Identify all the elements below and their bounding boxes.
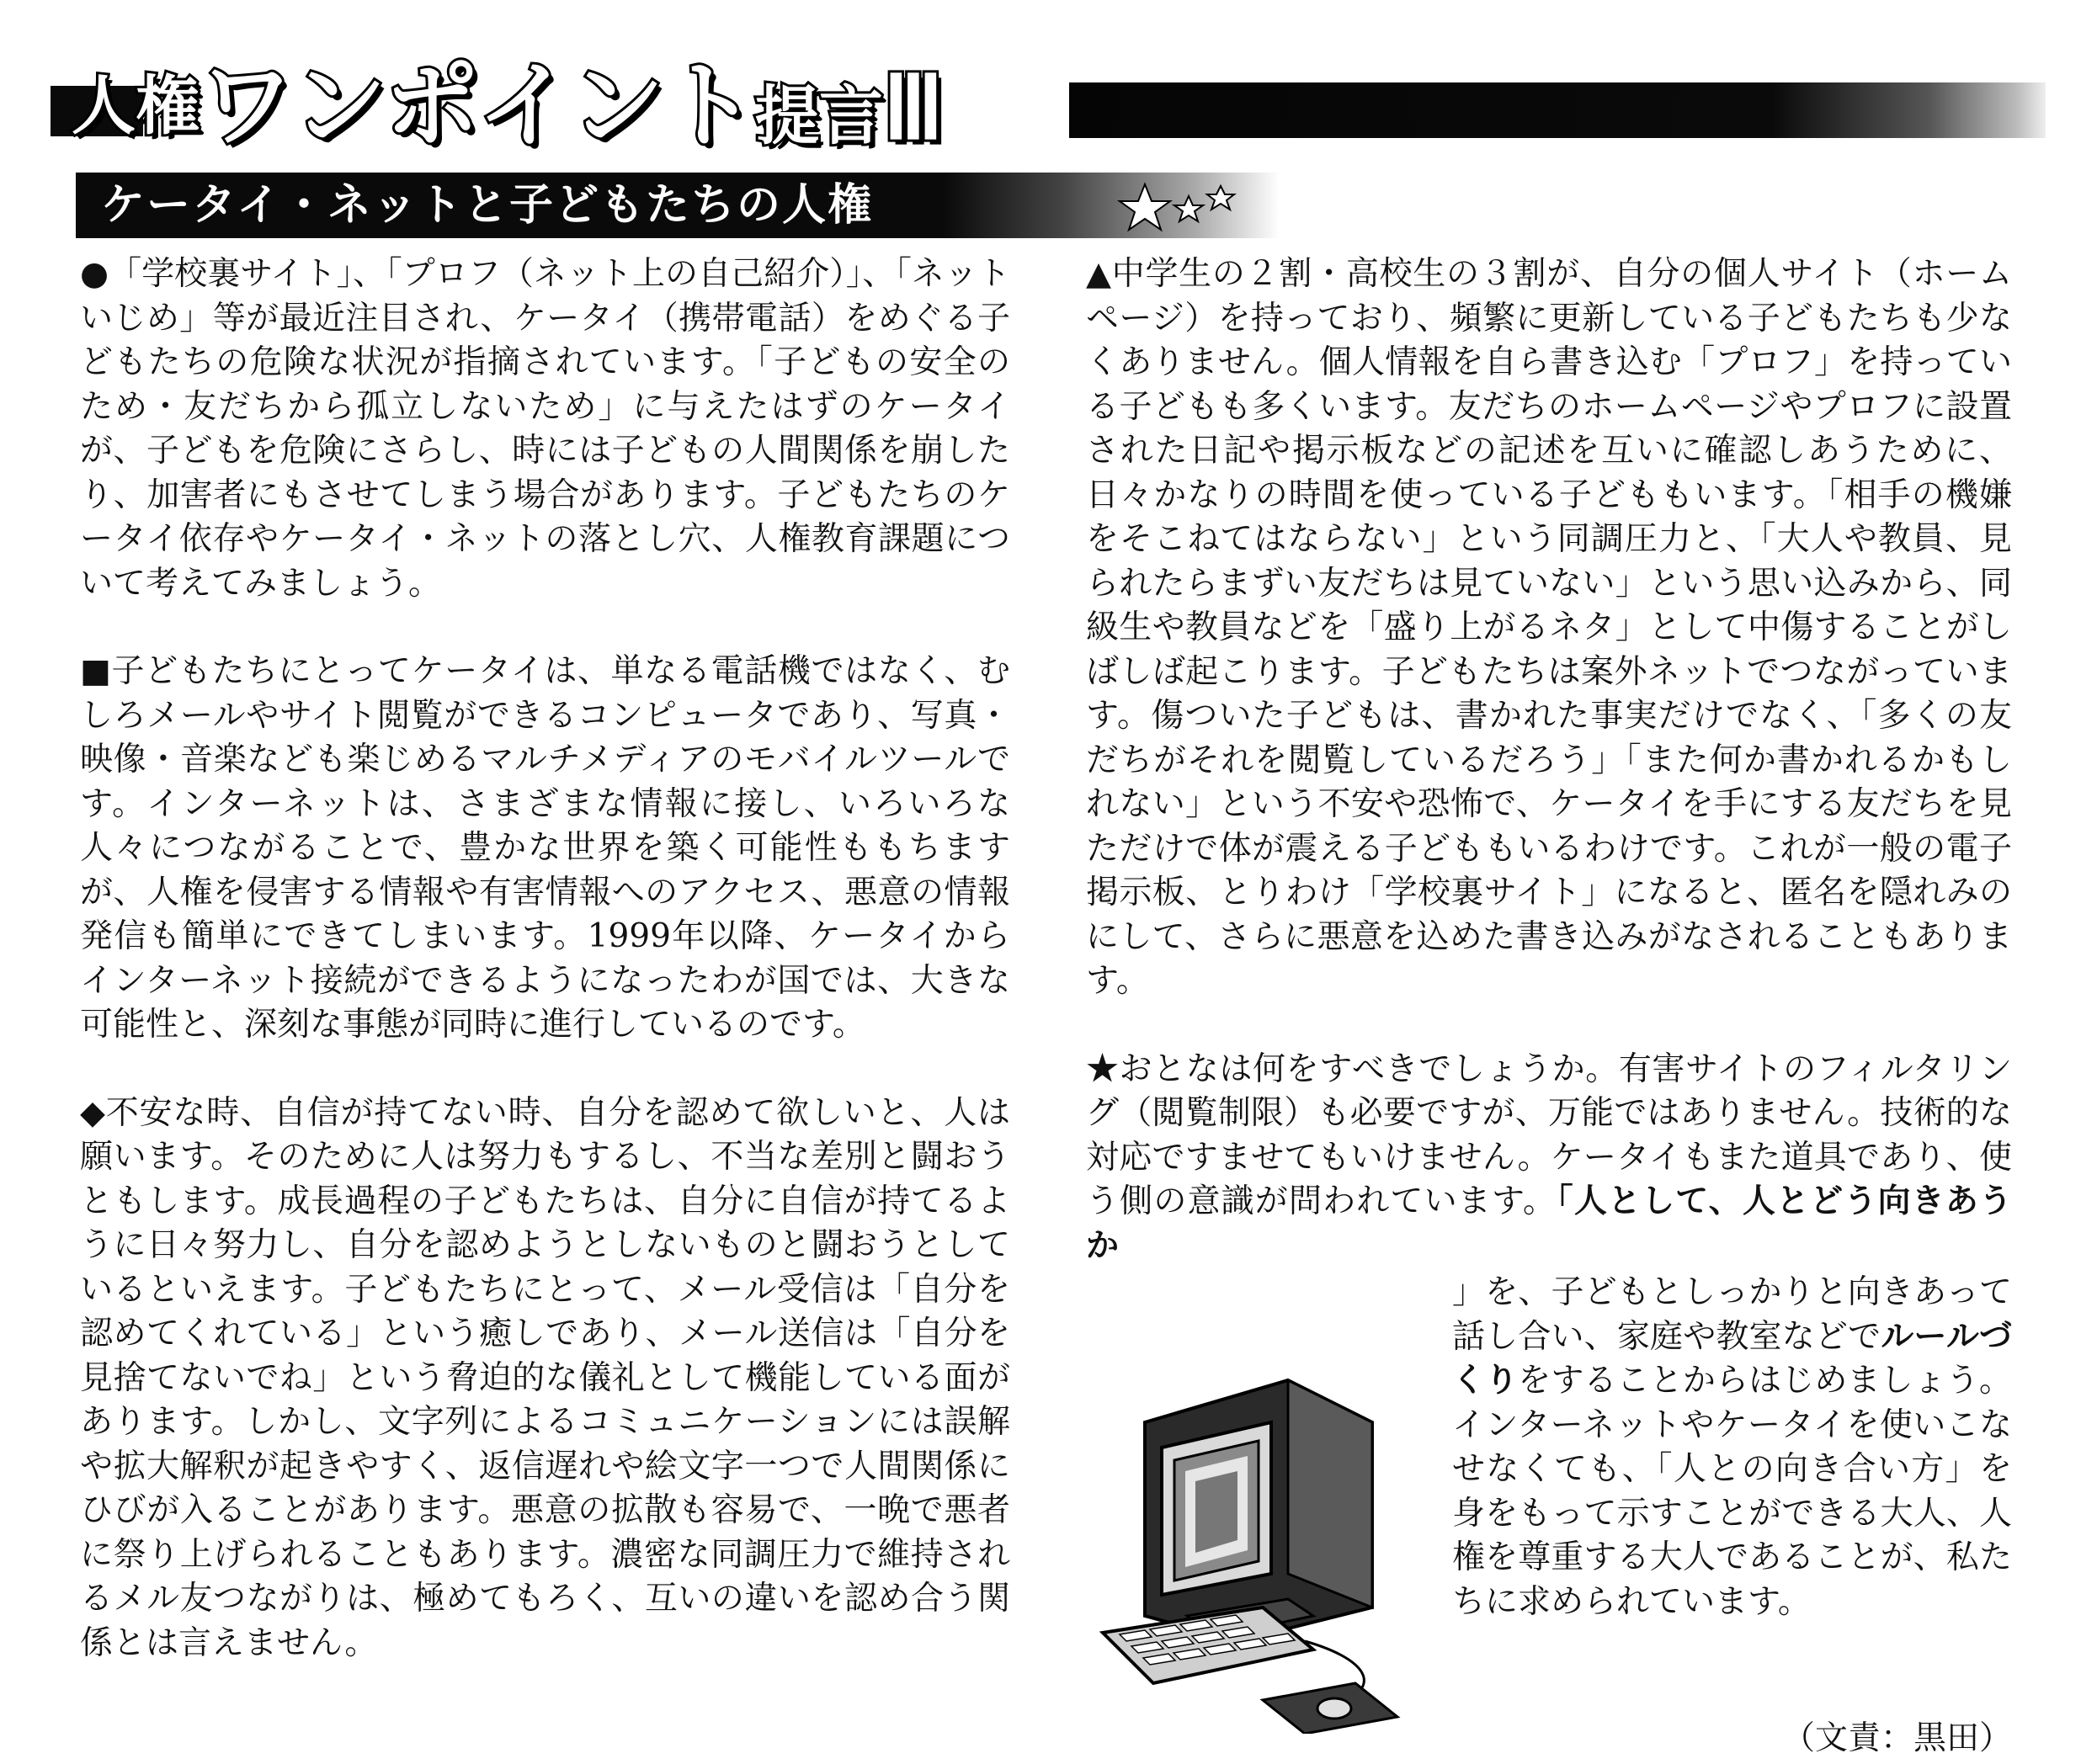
emphasis-how-to-face: 「人として、人とどう向きあうか (1086, 1182, 2012, 1265)
paragraph-adults-continued (1452, 1271, 2012, 1624)
adults-end-text: をすることからはじめましょう。インターネットやケータイを使いこなせなくても、「人との向き合い方」を身をもって示すことができる大人、人権を尊重する大人であることが、私たちに求められています。 (1452, 1362, 2012, 1621)
stars-icon (1111, 178, 1280, 236)
computer-illustration (1094, 1363, 1448, 1734)
adults-mid-text: 」を、子どもとしっかりと向きあって話し合い、家庭や教室などで (1452, 1273, 2012, 1356)
masthead (34, 51, 2054, 161)
paragraph-adults-lead (1086, 1048, 2012, 1269)
right-column (1086, 252, 2012, 1268)
paragraph-personal-sites: ▲中学生の２割・高校生の３割が、自分の個人サイト（ホームページ）を持っており、頻繁に更新している子どもたちも少なくありません。個人情報を自ら書き込む「プロフ」を持っている子どもも多くいます。友だちのホームページやプロフに設置された日記や掲示板などの記述を互いに確認しあうために、日々かなりの時間を使っている子どももいます。「相手の機嫌をそこねてはならない」という同調圧力と、「大人や教員、見られたらまずい友だちは見ていない」という思い込みから、同級生や教員などを「盛り上がるネタ」として中傷することがしばしば起こります。子どもたちは案外ネットでつながっています。傷ついた子どもは、書かれた事実だけでなく、「多くの友だちがそれを閲覧しているだろう」「また何か書かれるかもしれない」という不安や恐怖で、ケータイを手にする友だちを見ただけで体が震える子どももいるわけです。これが一般の電子掲示板、とりわけ「学校裏サイト」になると、匿名を隠れみのにして、さらに悪意を込めた書き込みがなされることもあります。 (1086, 255, 2012, 1000)
left-column (80, 252, 1010, 1709)
paragraph-self-esteem: ◆不安な時、自信が持てない時、自分を認めて欲しいと、人は願います。そのために人は努力もするし、不当な差別と闘おうともします。成長過程の子どもたちは、自分に自信が持てるように日々努力し、自分を認めようとしないものと闘おうとしているといえます。子どもたちにとって、メール受信は「自分を認めてくれている」という癒しであり、メール送信は「自分を見捨てないでね」という脅迫的な儀礼として機能している面があります。しかし、文字列によるコミュニケーションには誤解や拡大解釈が起きやすく、返信遅れや絵文字一つで人間関係にひびが入ることがあります。悪意の拡散も容易で、一晩で悪者に祭り上げられることもあります。濃密な同調圧力で維持されるメル友つながりは、極めてもろく、互いの違いを認め合う関係とは言えません。 (80, 1093, 1010, 1662)
paragraph-keitai-as-computer: ■子どもたちにとってケータイは、単なる電話機ではなく、むしろメールやサイト閲覧ができるコンピュータであり、写真・映像・音楽なども楽じめるマルチメディアのモバイルツールです。インターネットは、さまざまな情報に接し、いろいろな人々につながることで、豊かな世界を築く可能性ももちますが、人権を侵害する情報や有害情報へのアクセス、悪意の情報発信も簡単にできてしまいます。1999年以降、ケータイからインターネット接続ができるようになったわが国では、大きな可能性と、深刻な事態が同時に進行しているのです。 (80, 652, 1010, 1044)
emphasis-rule-making: ルールづくり (1452, 1317, 2012, 1400)
subheader-title: ケータイ・ネットと子どもたちの人権 (101, 180, 873, 231)
title-part-onepoint: ワンポイント (200, 51, 755, 161)
title-part-jinken: 人権 (72, 68, 200, 143)
masthead-bar-right (1069, 82, 2046, 138)
adults-lead-text: ★おとなは何をすべきでしょうか。有害サイトのフィルタリング（閲覧制限）も必要ですが、万能ではありません。技術的な対応ですませてもいけません。ケータイもまた道具であり、使う側の意識が問われています。 (1086, 1049, 2012, 1220)
masthead-title (72, 51, 944, 161)
author-credit: （文責：黒田） (1781, 1719, 2012, 1757)
subheader-bar (76, 173, 1280, 238)
paragraph-intro: ●「学校裏サイト」、「プロフ（ネット上の自己紹介）」、「ネットいじめ」等が最近注目され、ケータイ（携帯電話）をめぐる子どもたちの危険な状況が指摘されています。「子どもの安全のため・友だちから孤立しないため」に与えたはずのケータイが、子どもを危険にさらし、時には子どもの人間関係を崩したり、加害者にもさせてしまう場合があります。子どもたちのケータイ依存やケータイ・ネットの落とし穴、人権教育課題について考えてみましょう。 (80, 255, 1010, 603)
title-part-numeral: Ⅲ (883, 61, 944, 157)
title-part-teigen: 提言 (755, 78, 883, 153)
